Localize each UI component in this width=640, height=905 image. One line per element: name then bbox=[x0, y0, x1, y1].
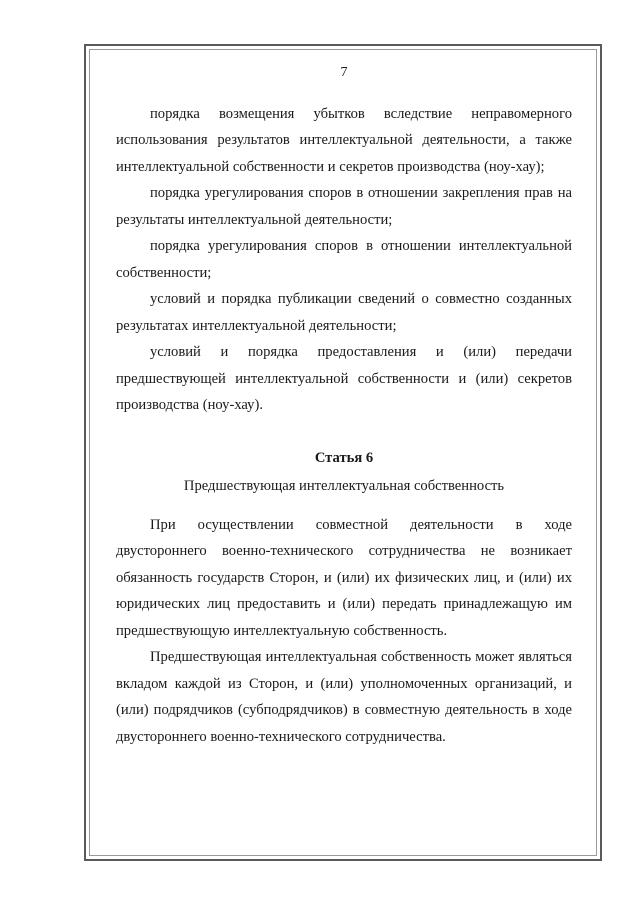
list-item: условий и порядка публикации сведений о совместно созданных результатах интеллектуальной деятельности; bbox=[116, 291, 572, 334]
article-paragraph: Предшествующая интеллектуальная собственность может являться вкладом каждой из Сторон, и (или) уполномоченных организаций, и (или) подрядчиков (субподрядчиков) в совместную деятельность в ходе двустороннего военно-технического сотрудничества. bbox=[116, 649, 572, 745]
document-body bbox=[116, 60, 572, 750]
article-title: Статья 6 bbox=[314, 449, 374, 466]
list-item: порядка урегулирования споров в отношении интеллектуальной собственности; bbox=[116, 238, 572, 281]
list-item: порядка урегулирования споров в отношении закрепления прав на результаты интеллектуальной деятельности; bbox=[116, 185, 572, 228]
article-subtitle: Предшествующая интеллектуальная собственность bbox=[183, 478, 505, 494]
list-item: условий и порядка предоставления и (или) передачи предшествующей интеллектуальной собственности и (или) секретов производства (ноу-хау). bbox=[116, 344, 572, 413]
list-item: порядка возмещения убытков вследствие неправомерного использования результатов интеллектуальной деятельности, а также интеллектуальной собственности и секретов производства (ноу-хау); bbox=[116, 105, 572, 175]
page-number: 7 bbox=[340, 65, 348, 80]
article-paragraph: При осуществлении совместной деятельности в ходе двустороннего военно-технического сотрудничества не возникает обязанность государств Сторон, и (или) их физических лиц, и (или) их юридических лиц предоставить и (или) передать принадлежащую им предшествующую интеллектуальную собственность. bbox=[116, 516, 572, 639]
